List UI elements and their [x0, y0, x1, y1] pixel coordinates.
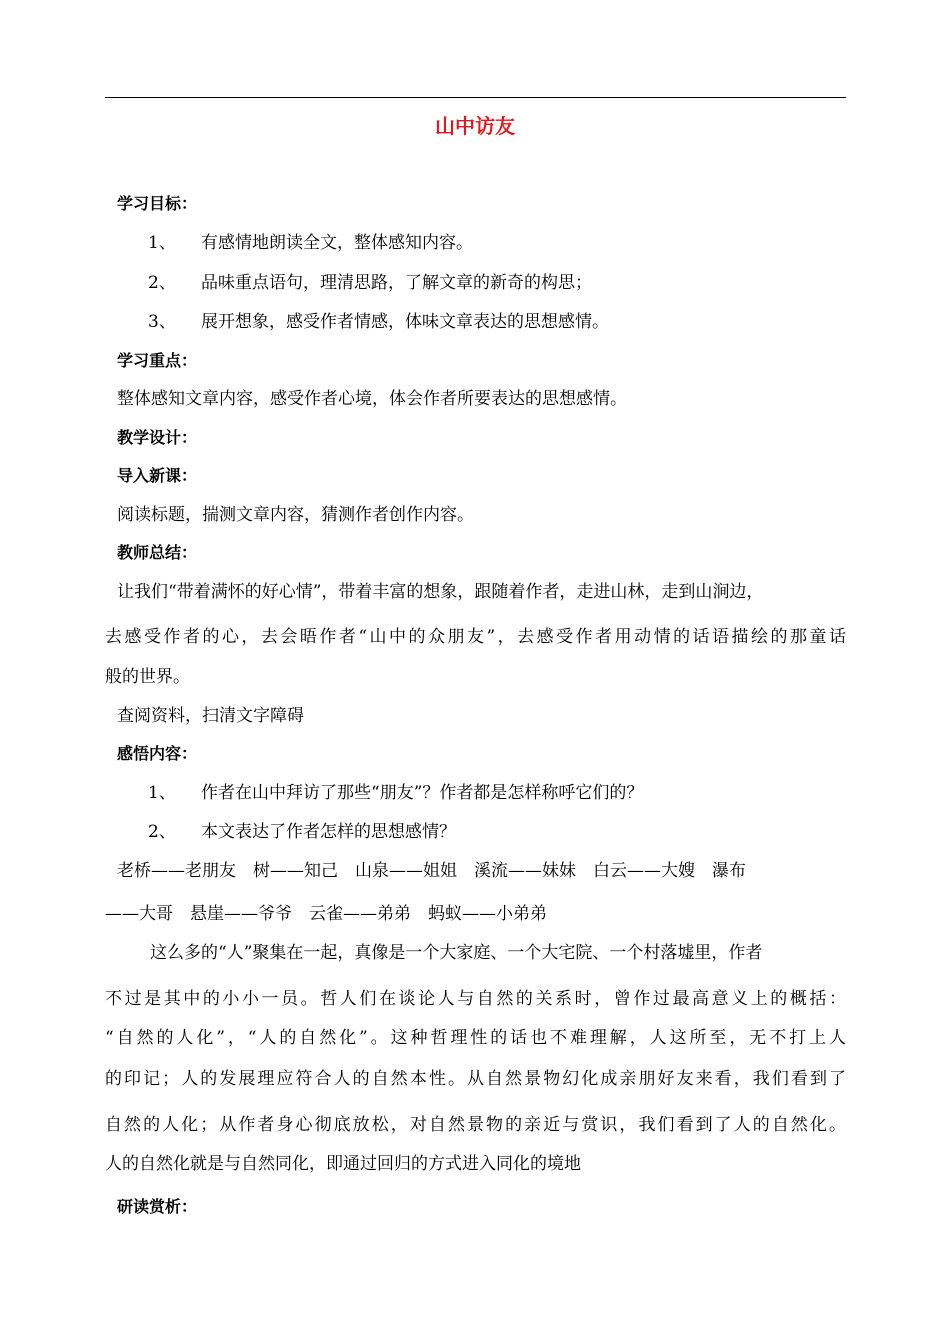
paragraph-line-4: 的印记；人的发展理应符合人的自然本性。从自然景物幻化成亲朋好友来看，我们看到了	[105, 1069, 846, 1089]
focus-text: 整体感知文章内容，感受作者心境，体会作者所要表达的思想感情。	[117, 389, 627, 409]
goal-item-1-num: 1、	[148, 233, 176, 253]
friends-line-2: ——大哥 悬崖——爷爷 云雀——弟弟 蚂蚁——小弟弟	[105, 904, 547, 924]
goal-item-1-text: 有感情地朗读全文，整体感知内容。	[201, 233, 473, 253]
goals-heading: 学习目标：	[117, 194, 198, 213]
intro-heading: 导入新课：	[117, 466, 198, 485]
paragraph-line-3: “自然的人化”，“人的自然化”。这种哲理性的话也不难理解，人这所至，无不打上人	[105, 1028, 846, 1048]
goal-item-3-num: 3、	[148, 312, 176, 332]
insight-item-1-num: 1、	[148, 783, 176, 803]
friends-line-1: 老桥——老朋友 树——知己 山泉——姐姐 溪流——妹妹 白云——大嫂 瀑布	[117, 861, 746, 881]
goal-item-1	[148, 232, 473, 254]
header-rule	[105, 97, 846, 98]
summary-line-2: 去感受作者的心，去会晤作者“山中的众朋友”，去感受作者用动情的话语描绘的那童话	[105, 627, 846, 647]
insight-item-1	[148, 782, 643, 804]
paragraph-line-5: 自然的人化；从作者身心彻底放松，对自然景物的亲近与赏识，我们看到了人的自然化。	[105, 1115, 846, 1135]
goal-item-2-num: 2、	[148, 273, 176, 293]
focus-heading: 学习重点：	[117, 351, 198, 370]
intro-text: 阅读标题，揣测文章内容，猜测作者创作内容。	[117, 505, 474, 525]
page-title: 山中访友	[435, 114, 515, 138]
insight-heading: 感悟内容：	[117, 744, 198, 763]
goal-item-3	[148, 311, 609, 333]
goal-item-2	[148, 272, 592, 294]
summary-heading: 教师总结：	[117, 543, 198, 562]
insight-item-2-text: 本文表达了作者怎样的思想感情？	[201, 822, 456, 842]
insight-item-2-num: 2、	[148, 822, 176, 842]
paragraph-line-2: 不过是其中的小小一员。哲人们在谈论人与自然的关系时，曾作过最高意义上的概括：	[105, 989, 846, 1009]
insight-item-2	[148, 821, 456, 843]
goal-item-2-text: 品味重点语句，理清思路，了解文章的新奇的构思；	[201, 273, 592, 293]
study-heading: 研读赏析：	[117, 1197, 198, 1216]
summary-line-3: 般的世界。	[105, 667, 190, 687]
insight-item-1-text: 作者在山中拜访了那些“朋友”？作者都是怎样称呼它们的？	[201, 783, 644, 803]
goal-item-3-text: 展开想象，感受作者情感，体味文章表达的思想感情。	[201, 312, 609, 332]
summary-line-1: 让我们“带着满怀的好心情”，带着丰富的想象，跟随着作者，走进山林，走到山涧边，	[117, 582, 764, 602]
paragraph-line-6: 人的自然化就是与自然同化，即通过回归的方式进入同化的境地	[105, 1154, 581, 1174]
summary-extra: 查阅资料，扫清文字障碍	[117, 706, 304, 726]
design-heading: 教学设计：	[117, 428, 198, 447]
paragraph-line-1: 这么多的“人”聚集在一起，真像是一个大家庭、一个大宅院、一个村落墟里，作者	[150, 943, 763, 963]
